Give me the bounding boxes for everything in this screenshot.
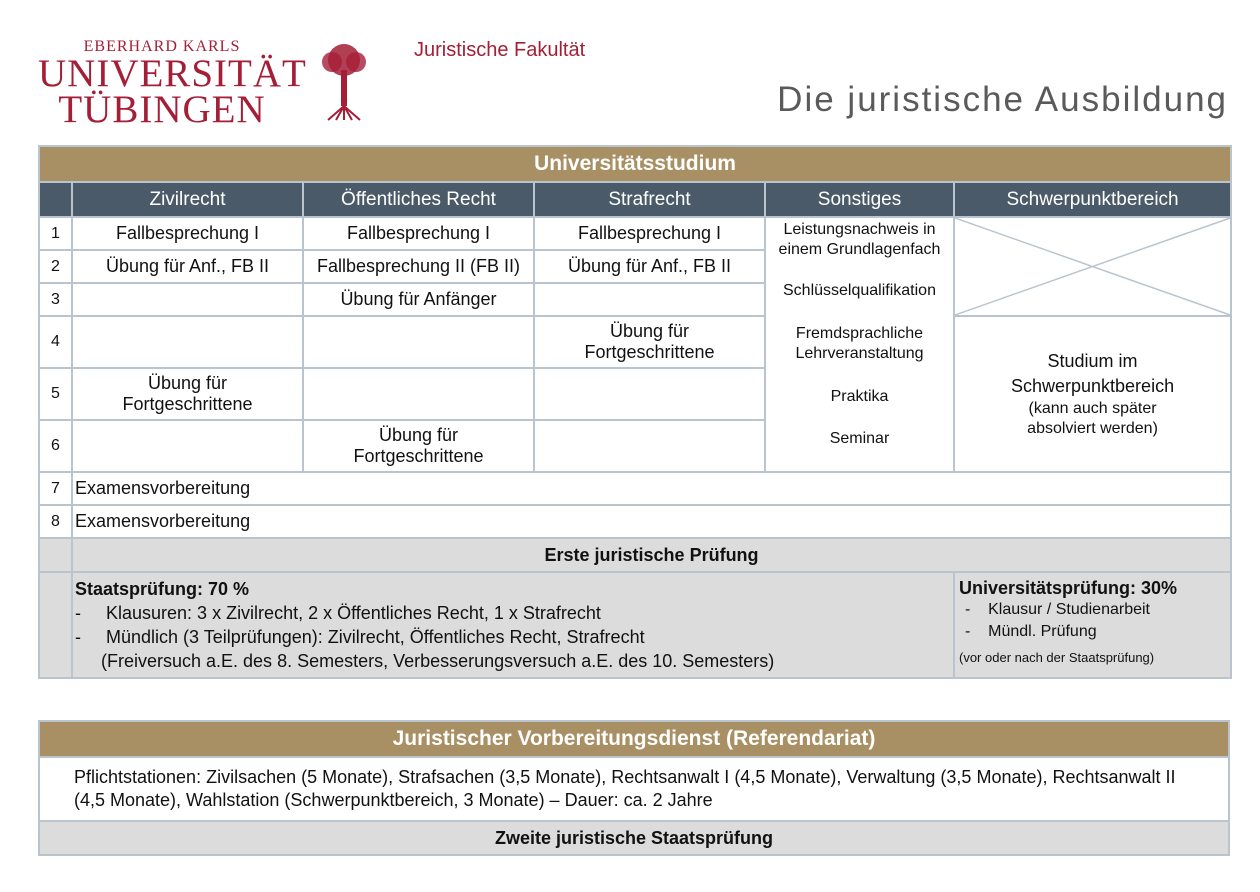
list-item: Praktika — [830, 388, 889, 405]
semester-number: 5 — [39, 368, 72, 420]
schwerpunkt-main: Studium im Schwerpunktbereich — [1010, 351, 1175, 396]
list-item: Seminar — [829, 430, 890, 447]
logo-line-1: EBERHARD KARLS — [83, 38, 241, 55]
column-header: Schwerpunktbereich — [954, 182, 1231, 217]
list-item: - Klausuren: 3 x Zivilrecht, 2 x Öffentliches Recht, 1 x Strafrecht — [75, 603, 601, 623]
semester-number: 7 — [39, 472, 72, 505]
table-cell — [72, 316, 303, 368]
exam-prep-cell: Examensvorbereitung — [72, 505, 1231, 538]
list-item: Schlüsselqualifikation — [783, 282, 936, 299]
table-cell — [534, 368, 765, 420]
semester-number: 1 — [39, 217, 72, 250]
university-exam-note: (vor oder nach der Staatsprüfung) — [959, 650, 1155, 665]
column-header: Öffentliches Recht — [303, 182, 534, 217]
semester-number: 4 — [39, 316, 72, 368]
exam1-heading: Erste juristische Prüfung — [72, 538, 1231, 572]
table-cell: Fallbesprechung I — [303, 217, 534, 250]
schwerpunkt-cell — [954, 316, 1231, 472]
crossed-cell — [954, 217, 1231, 316]
table-cell: Übung für Fortgeschrittene — [534, 316, 765, 368]
table-cell: Fallbesprechung I — [72, 217, 303, 250]
column-header: Zivilrecht — [72, 182, 303, 217]
university-logo — [38, 38, 307, 131]
list-item-text: Klausur / Studienarbeit — [988, 601, 1150, 618]
university-exam-cell — [954, 572, 1231, 678]
table-cell: Fallbesprechung II (FB II) — [303, 250, 534, 283]
table-cell: Übung für Fortgeschrittene — [303, 420, 534, 472]
state-exam-note: (Freiversuch a.E. des 8. Semesters, Verbesserungsversuch a.E. des 10. Semesters) — [101, 651, 775, 671]
list-item-text: Klausuren: 3 x Zivilrecht, 2 x Öffentliches Recht, 1 x Strafrecht — [106, 603, 601, 623]
exam-prep-cell: Examensvorbereitung — [72, 472, 1231, 505]
list-item: Fremdsprachliche Lehrveranstaltung — [795, 325, 924, 362]
table-cell — [72, 283, 303, 316]
table-cell: Übung für Anf., FB II — [534, 250, 765, 283]
university-exam-title: Universitätsprüfung: 30% — [959, 578, 1178, 598]
page-title: Die juristische Ausbildung — [777, 80, 1228, 119]
semester-number: 3 — [39, 283, 72, 316]
state-exam-title: Staatsprüfung: 70 % — [75, 579, 250, 599]
table-cell — [303, 316, 534, 368]
referendariat-table — [38, 720, 1230, 856]
second-exam-heading: Zweite juristische Staatsprüfung — [39, 821, 1229, 855]
semester-number: 8 — [39, 505, 72, 538]
table-cell: Übung für Anfänger — [303, 283, 534, 316]
table-cell — [303, 368, 534, 420]
list-item: - Klausur / Studienarbeit — [965, 601, 1150, 618]
logo-line-3: TÜBINGEN — [58, 88, 266, 131]
list-item: - Mündlich (3 Teilprüfungen): Zivilrecht, Öffentliches Recht, Strafrecht — [75, 627, 645, 647]
table-cell — [72, 420, 303, 472]
sonstiges-cell — [765, 217, 954, 472]
table-cell: Übung für Anf., FB II — [72, 250, 303, 283]
study-table — [38, 145, 1232, 679]
state-exam-cell — [72, 572, 954, 678]
list-item: Leistungsnachweis in einem Grundlagenfach — [778, 221, 941, 258]
tree-logo-icon — [318, 40, 370, 122]
study-heading: Universitätsstudium — [39, 146, 1231, 182]
cross-icon — [955, 218, 1230, 315]
semester-number: 2 — [39, 250, 72, 283]
table-cell — [534, 283, 765, 316]
list-item-text: Mündlich (3 Teilprüfungen): Zivilrecht, Öffentliches Recht, Strafrecht — [106, 627, 645, 647]
table-cell: Fallbesprechung I — [534, 217, 765, 250]
column-header: Strafrecht — [534, 182, 765, 217]
referendariat-heading: Juristischer Vorbereitungsdienst (Referendariat) — [39, 721, 1229, 757]
schwerpunkt-note: (kann auch später absolviert werden) — [1027, 400, 1158, 437]
column-header: Sonstiges — [765, 182, 954, 217]
list-item-text: Mündl. Prüfung — [988, 623, 1097, 640]
semester-number: 6 — [39, 420, 72, 472]
faculty-name: Juristische Fakultät — [414, 39, 586, 61]
referendariat-text: Pflichtstationen: Zivilsachen (5 Monate), Strafsachen (3,5 Monate), Rechtsanwalt I (4,5 Monate), Verwaltung (3,5 Monate), Rechtsanwalt II (4,5 Monate), Wahlstation (Schwerpunktbereich, 3 Monate) – Dauer: ca. 2 Jahre — [39, 757, 1229, 821]
table-cell — [534, 420, 765, 472]
table-cell: Übung für Fortgeschrittene — [72, 368, 303, 420]
list-item: - Mündl. Prüfung — [965, 623, 1097, 640]
logo-line-2: UNIVERSITÄT — [38, 52, 307, 95]
